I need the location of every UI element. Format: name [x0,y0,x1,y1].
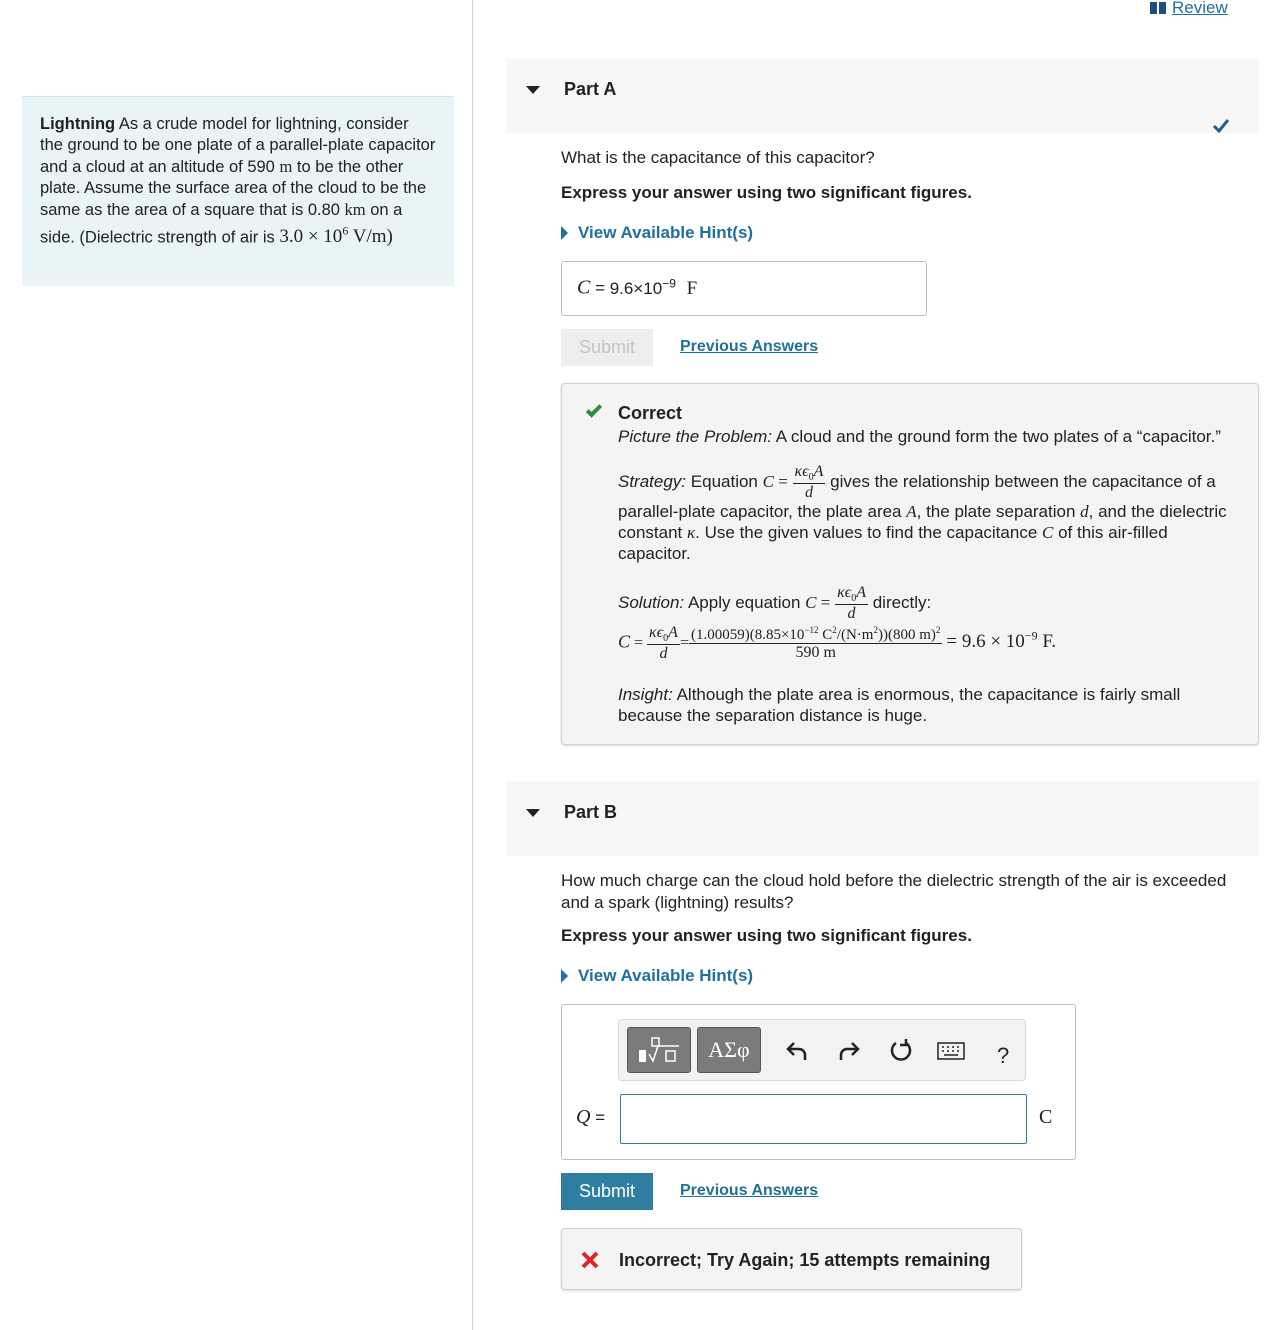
problem-statement: Lightning As a crude model for lightning, consider the ground to be one plate of a parallel-plate capacitor and a cloud at an altitude of 590 m to be the other plate. Assume the surface area of the cloud to be the same as the area of a square that is 0.80 km on a side. (Dielectric strength of air is $3.0 \times 10^6$ V/m) [22,96,454,286]
feedback-strategy: Strategy: Equation C = $\frac{\kappa\epsilon_0A}{d}$ gives the relationship between the capacitance of a parallel-plate capacitor, the plate area A, the plate separation d, and the dielectric constant κ. Use the given values to find the capacitance C of this air-filled capacitor. [618,463,1227,564]
part-a-header[interactable] [506,58,1259,133]
templates-icon [629,1028,689,1072]
part-a-unit: F [686,277,698,299]
collapse-triangle-icon[interactable] [526,86,540,94]
templates-button[interactable] [627,1027,691,1073]
incorrect-x-icon [581,1251,599,1269]
keyboard-icon[interactable] [937,1042,965,1060]
incorrect-message: Incorrect; Try Again; 15 attempts remaining [619,1250,991,1270]
feedback-title: Correct [618,403,683,423]
part-a-question: What is the capacitance of this capacitor? [561,148,875,167]
part-a-answer-field[interactable]: $C = 9.6\times 10^{-9}$ F [561,261,927,316]
panel-divider [472,0,473,1330]
part-a-complete-check-icon [1212,118,1230,133]
reset-icon[interactable] [889,1038,913,1062]
part-b-answer-input[interactable] [620,1094,1027,1144]
part-b-submit-button[interactable]: Submit [561,1173,653,1210]
part-b-question: How much charge can the cloud hold before the dielectric strength of the air is exceeded and a spark (lightning) results? [561,871,1227,912]
problem-title: Lightning [40,115,116,133]
feedback-equation: C = $\frac{\kappa\epsilon_0A}{d}$ = $\frac{(1.00059)(8.85\times 10^{-12} C^2/(N\cdot m^2))(800 m)^2}{590 m}$ = $9.6 \times 10^{-9}$ F. [618,624,1057,663]
part-a-title: Part A [564,79,617,99]
caret-right-icon [561,969,568,983]
feedback-insight: Insight: Although the plate area is enormous, the capacitance is fairly small because the separation distance is huge. [618,685,1181,725]
part-a-hint-toggle[interactable]: View Available Hint(s) [561,223,753,243]
feedback-solution: Solution: Apply equation C = $\frac{\kappa\epsilon_0A}{d}$ directly: [618,584,932,623]
redo-icon[interactable] [837,1038,861,1062]
part-a-previous-answers-link[interactable]: Previous Answers [680,338,819,355]
part-b-instruction: Express your answer using two significant figures. [561,926,972,945]
part-a-instruction: Express your answer using two significant figures. [561,183,972,202]
caret-right-icon [561,226,568,240]
part-b-variable-label: Q = [576,1106,606,1128]
part-a-answer-value: $9.6\times 10^{-9}$ [609,276,676,298]
part-b-title: Part B [564,802,618,822]
undo-icon[interactable] [785,1038,809,1062]
help-icon[interactable]: ? [997,1043,1010,1068]
book-icon [1150,2,1166,14]
part-b-unit: C [1039,1106,1053,1128]
review-link[interactable]: Review [1150,0,1228,18]
feedback-picture-problem: Picture the Problem: A cloud and the ground form the two plates of a “capacitor.” [618,427,1221,446]
correct-check-icon [586,401,602,417]
part-b-hint-toggle[interactable]: View Available Hint(s) [561,966,753,986]
part-a-feedback [561,383,1259,745]
math-toolbar [618,1019,1026,1081]
collapse-triangle-icon[interactable] [526,809,540,817]
part-b-header[interactable] [506,781,1259,856]
greek-symbols-button[interactable]: ΑΣφ [697,1027,761,1073]
part-b-feedback [561,1228,1022,1290]
part-a-submit-button[interactable]: Submit [561,329,653,366]
dielectric-strength: $3.0 \times 10^6$ V/m) [279,224,393,248]
part-b-previous-answers-link[interactable]: Previous Answers [680,1182,819,1199]
